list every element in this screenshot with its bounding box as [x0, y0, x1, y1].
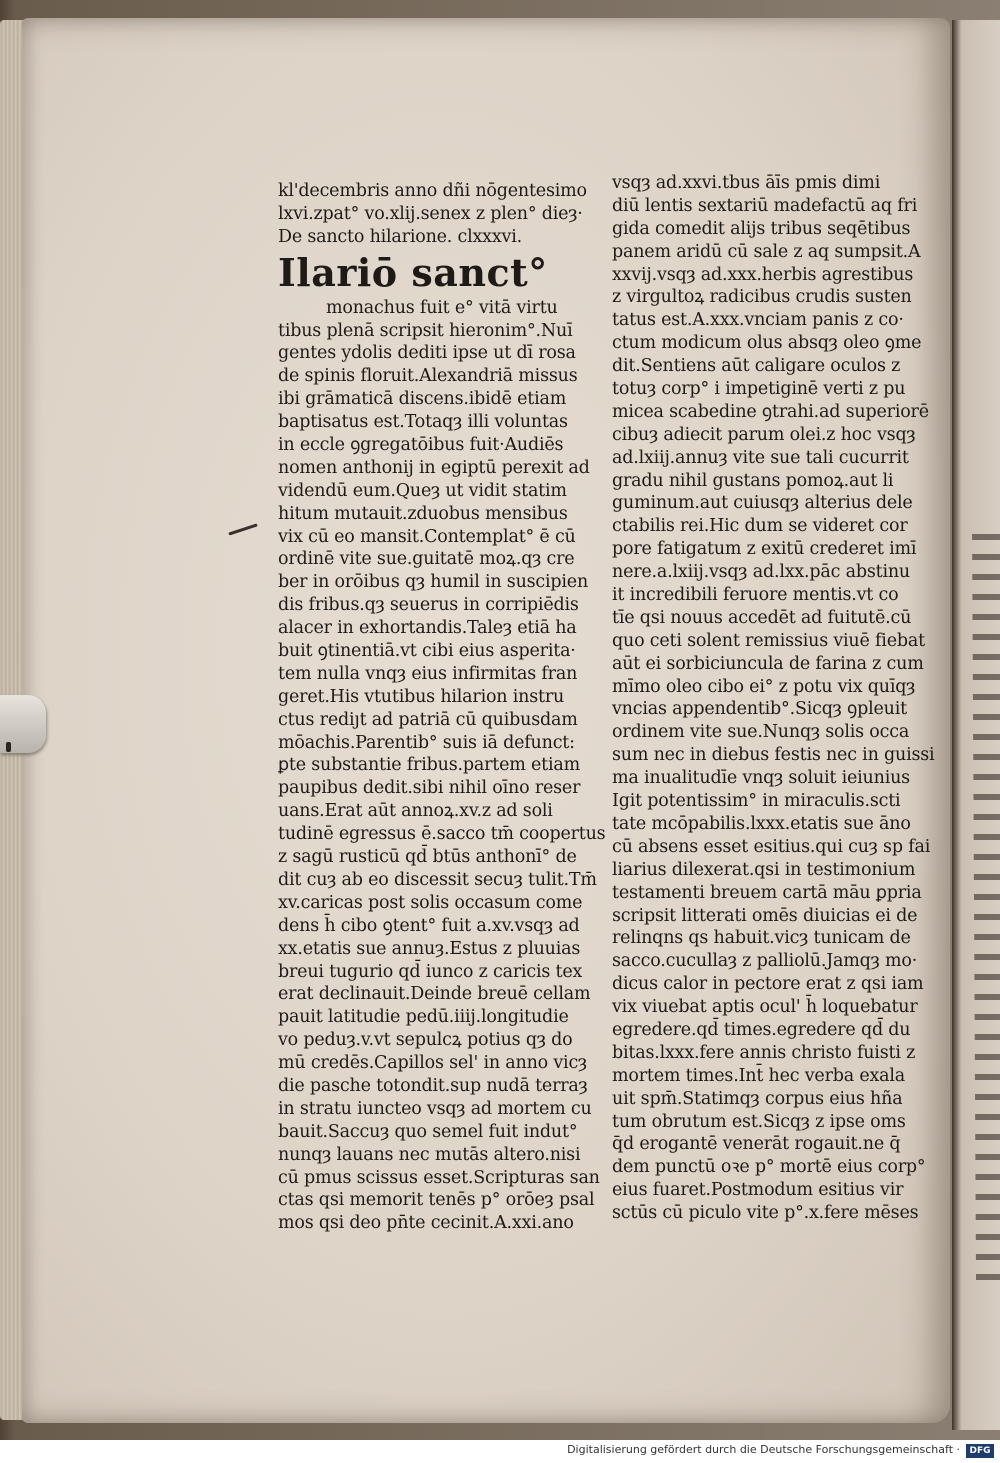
text-line: vix cū eo mansit.Contemplat° ē cū: [278, 526, 576, 547]
text-line: xxvij.vsqȝ ad.xxx.herbis agrestibus: [612, 264, 914, 285]
text-line: hitum mutauit.zduobus mensibus: [278, 503, 568, 524]
text-line: nomen anthonij in egiptū perexit ad: [278, 457, 590, 478]
text-line: ctas qsi memorit tenēs p° orōeȝ psal: [278, 1190, 595, 1211]
text-line: Igit potentissim° in miraculis.scti: [612, 791, 901, 812]
text-line: tibus plenā scripsit hieronim°.Nuī: [278, 320, 573, 341]
text-line: buit ꝯtinentiā.vt cibi eius asperita·: [278, 641, 576, 662]
text-line: sacco.cucullaȝ z palliolū.Jamqȝ mo·: [612, 951, 918, 972]
text-line: paupibus dedit.sibi nihil oīno reser: [278, 778, 581, 799]
text-line: scripsit litterati omēs diuicias ei de: [612, 905, 918, 926]
text-line: sum nec in diebus festis nec in guissi: [612, 745, 935, 766]
text-line: ordinē vite sue.guitatē moꝝ.qȝ cre: [278, 549, 575, 570]
text-line: dem punctū oꝛe p° mortē eius corp°: [612, 1157, 926, 1178]
text-line: mortem times.Int̄ hec verba exala: [612, 1065, 906, 1086]
left-text-column: [278, 180, 606, 1235]
text-line: ad.lxiij.annuȝ vite sue tali cucurrit: [612, 447, 909, 468]
text-line: mū credēs.Capillos sel' in anno vicȝ: [278, 1053, 587, 1074]
text-line: videndū eum.Queȝ ut vidit statim: [278, 480, 567, 501]
footer-bar: [0, 1440, 1000, 1463]
text-line: dit.Sentiens aūt caligare oculos z: [612, 356, 901, 377]
text-line: vncias appendentib°.Sicqȝ ꝯpleuit: [612, 699, 907, 720]
text-line: die pasche totondit.sup nudā terraȝ: [278, 1075, 588, 1096]
text-line: uans.Erat aūt annoꝝ.xv.z ad soli: [278, 801, 553, 822]
text-line: xx.etatis sue annuȝ.Estus z pluuias: [278, 938, 581, 959]
text-line: tudinē egressus ē.sacco tm̄ coopertus: [278, 824, 606, 845]
text-line: ber in orōibus qȝ humil in suscipien: [278, 572, 589, 593]
text-line: erat declinauit.Deinde breuē cellam: [278, 984, 591, 1005]
text-line: ibi grāmaticā discens.ibidē etiam: [278, 389, 567, 410]
text-line: micea scabedine ꝯtrahi.ad superiorē: [612, 401, 929, 422]
text-line: dis fribus.qȝ seuerus in corripiēdis: [278, 595, 579, 616]
text-line: tatus est.A.xxx.vnciam panis z co·: [612, 310, 904, 331]
text-line: mōachis.Parentib° suis iā defunct:: [278, 732, 575, 753]
text-line: vo peduȝ.v.vt sepulcꝝ potius qȝ do: [278, 1030, 573, 1051]
text-line: geret.His vtutibus hilarion instru: [278, 686, 565, 707]
ink-mark: [6, 742, 11, 752]
text-line: ꝑte substantie fribus.partem etiam: [278, 755, 580, 776]
text-line: Ilariō sanct°: [278, 249, 548, 295]
text-line: alacer in exhortandis.Taleȝ etiā ha: [278, 618, 577, 639]
text-line: gradu nihil gustans pomoꝝ.aut li: [612, 470, 894, 491]
text-line: De sancto hilarione. clxxxvi.: [278, 226, 522, 247]
text-line: z sagū rusticū qd̄ btūs anthonī° de: [278, 847, 577, 868]
text-line: tate mcōpabilis.lxxx.etatis sue āno: [612, 813, 911, 834]
text-line: z virgultoꝝ radicibus crudis susten: [612, 287, 912, 308]
text-line: gentes ydolis dediti ipse ut dī rosa: [278, 343, 576, 364]
text-line: mīmo oleo cibo ei° z potu vix quīqȝ: [612, 676, 916, 697]
text-line: ctabilis rei.Hic dum se videret cor: [612, 516, 908, 537]
text-line: panem aridū cū sale z aq sumpsit.A: [612, 241, 921, 262]
text-line: cibuȝ adiecit parum olei.z hoc vsqȝ: [612, 424, 916, 445]
text-line: monachus fuit e° vitā virtu: [326, 297, 558, 318]
text-line: in stratu iuncteo vsqȝ ad mortem cu: [278, 1098, 592, 1119]
text-line: kl'decembris anno dñi nōgentesimo: [278, 181, 587, 201]
text-line: tum obrutum est.Sicqȝ z ipse oms: [612, 1111, 906, 1132]
text-line: tīe qsi nouus accedēt ad fuitutē.cū: [612, 607, 912, 628]
text-line: ctum modicum olus absqȝ oleo ꝯme: [612, 333, 922, 354]
text-line: it incredibili feruore mentis.vt co: [612, 585, 899, 606]
text-line: de spinis floruit.Alexandriā missus: [278, 366, 578, 387]
text-line: bitas.lxxx.fere annis christo fuisti z: [612, 1042, 916, 1063]
text-line: testamenti breuem cartā māu ꝑpria: [612, 882, 922, 903]
right-text-column: [612, 172, 935, 1225]
text-line: baptisatus est.Totaqȝ illi voluntas: [278, 412, 568, 433]
text-line: lxvi.zpat° vo.xlij.senex z plen° dieȝ·: [278, 203, 583, 224]
text-line: vsqȝ ad.xxvi.tbus āīs pmis dimi: [612, 173, 881, 193]
text-line: guminum.aut cuiusqȝ alterius dele: [612, 493, 913, 514]
text-line: pore fatigatum z exitū crederet imī: [612, 539, 917, 560]
text-line: quo ceti solent remissius viuē fiebat: [612, 630, 925, 651]
text-line: xv.caricas post solis occasum come: [278, 892, 583, 913]
text-line: vix viuebat aptis ocul' h̄ loquebatur: [612, 997, 918, 1018]
text-line: tem nulla vnqȝ eius infirmitas fran: [278, 663, 578, 684]
text-line: aūt ei sorbiciuncula de farina z cum: [612, 653, 924, 674]
text-line: pauit latitudie pedū.iiij.longitudie: [278, 1007, 569, 1028]
text-line: cū pmus scissus esset.Scripturas san: [278, 1167, 600, 1188]
text-line: ordinem vite sue.Nunqȝ solis occa: [612, 722, 910, 743]
text-line: in eccle ꝯgregatōibus fuit·Audiēs: [278, 435, 564, 456]
text-line: dit cuȝ ab eo discessit secuȝ tulit.Tm̄: [278, 869, 597, 890]
text-line: q̄d erogantē venerāt rogauit.ne q̄: [612, 1134, 901, 1155]
text-line: sctūs cū piculo vite p°.x.fere mēses: [612, 1203, 919, 1224]
footer-credit: Digitalisierung gefördert durch die Deutsche Forschungsgemeinschaft ·: [567, 1443, 960, 1456]
text-line: nunqȝ lauans nec mutās altero.nisi: [278, 1144, 581, 1165]
text-line: dicus calor in pectore erat z qsi iam: [612, 974, 924, 995]
text-line: gida comedit alijs tribus seqētibus: [612, 218, 911, 239]
text-line: ctus rediȷt ad patriā cū quibusdam: [278, 709, 578, 730]
text-line: breui tugurio qd̄ iunco z caricis tex: [278, 961, 583, 982]
text-line: egredere.qd̄ times.egredere qd̄ du: [612, 1019, 911, 1040]
dfg-logo: DFG: [966, 1444, 994, 1458]
text-line: mos qsi deo pn̄te cecinit.A.xxi.ano: [278, 1213, 574, 1234]
text-line: ma inualitudīe vnqȝ soluit ieiunius: [612, 768, 910, 789]
text-line: eius fuaret.Postmodum esitius vir: [612, 1180, 904, 1201]
text-line: totuȝ corp° i impetiginē verti z pu: [612, 379, 906, 400]
text-line: dens h̄ cibo ꝯtent° fuit a.xv.vsqȝ ad: [278, 915, 580, 936]
text-line: liarius dilexerat.qsi in testimonium: [612, 859, 916, 880]
text-line: bauit.Saccuȝ quo semel fuit indut°: [278, 1121, 578, 1142]
text-line: diū lentis sextariū madefactū aq fri: [612, 195, 918, 216]
text-line: cū absens esset esitius.qui cuȝ sp fai: [612, 836, 931, 857]
text-line: uit spm̄.Statimqȝ corpus eius hña: [612, 1088, 903, 1109]
text-line: relinqns qs habuit.vicȝ tunicam de: [612, 928, 911, 949]
text-line: nere.a.lxiij.vsqȝ ad.lxx.pāc abstinu: [612, 562, 910, 583]
